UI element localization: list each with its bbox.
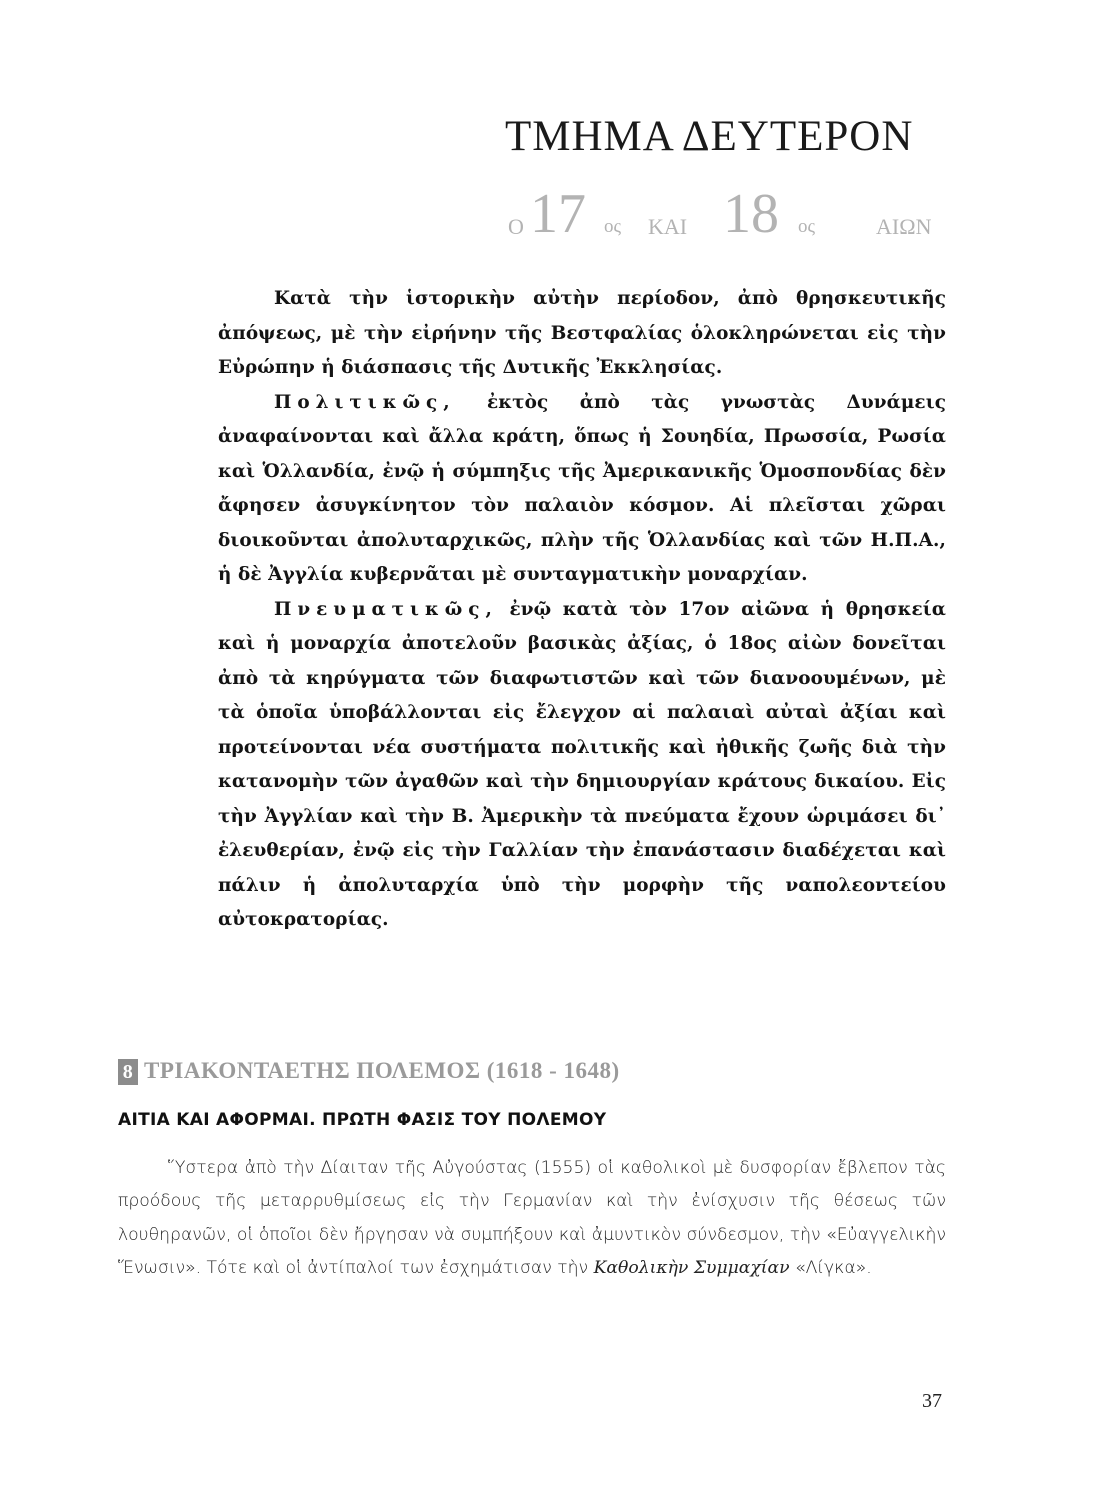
subtitle-second-century: 18 bbox=[723, 183, 779, 245]
intro-paragraph-1: Κατὰ τὴν ἱστορικὴν αὐτὴν περίοδον, ἀπὸ θρησκευτικῆς ἀπόψεως, μὲ τὴν εἰρήνην τῆς Βεστφαλίας ὁλοκληρώνεται εἰς τὴν Εὐρώπην ἡ διάσπασις τῆς Δυτικῆς Ἐκκλησίας. bbox=[218, 288, 946, 378]
section-paragraph-italic: Καθολικὴν Συμμαχίαν bbox=[593, 1257, 790, 1278]
subtitle-second-suffix: ος bbox=[798, 216, 816, 237]
subtitle-noun: ΑΙΩΝ bbox=[876, 214, 932, 239]
page-number: 37 bbox=[922, 1390, 942, 1412]
spiritual-text: ἐνῷ κατὰ τὸν 17ον αἰῶνα ἡ θρησκεία καὶ ἡ μοναρχία ἀποτελοῦν βασικὰς ἀξίας, ὁ 18ος αἰὼν δονεῖται ἀπὸ τὰ κηρύγματα τῶν διαφωτιστῶν καὶ τῶν διανοουμένων, μὲ τὰ ὁποῖα ὑποβάλλονται εἰς ἔλεγχον αἱ παλαιαὶ αὐταὶ ἀξίαι καὶ προτείνονται νέα συστήματα πολιτικῆς καὶ ἠθικῆς ζωῆς διὰ τὴν κατανομὴν τῶν ἀγαθῶν καὶ τὴν δημιουργίαν κράτους δικαίου. Εἰς τὴν Ἀγγλίαν καὶ τὴν Β. Ἀμερικὴν τὰ πνεύματα ἔχουν ὡριμάσει δι᾿ ἐλευθερίαν, ἐνῷ εἰς τὴν Γαλλίαν τὴν ἐπανάστασιν διαδέχεται καὶ πάλιν ἡ ἀπολυταρχία ὑπὸ τὴν μορφὴν τῆς ναπολεοντείου αὐτοκρατορίας. bbox=[218, 598, 946, 930]
section-paragraph bbox=[118, 1152, 946, 1285]
intro-paragraph-2 bbox=[218, 386, 946, 593]
political-lead: Πολιτικῶς, bbox=[274, 391, 456, 413]
section-number-badge: 8 bbox=[118, 1059, 138, 1085]
spiritual-lead: Πνευματικῶς, bbox=[274, 598, 498, 620]
section-heading bbox=[118, 1058, 620, 1085]
subtitle-conjunction: ΚΑΙ bbox=[648, 214, 688, 239]
subtitle-first-suffix: ος bbox=[604, 216, 622, 237]
intro-text bbox=[218, 282, 946, 938]
subtitle-first-century: 17 bbox=[530, 183, 586, 245]
section-paragraph-text: Ὕστερα ἀπὸ τὴν Δίαιταν τῆς Αὐγούστας (1555) οἱ καθολικοὶ μὲ δυσφορίαν ἔβλεπον τὰς προόδους τῆς μεταρρυθμίσεως εἰς τὴν Γερμανίαν καὶ τὴν ἐνίσχυσιν τῆς θέσεως τῶν λουθηρανῶν, οἱ ὁποῖοι δὲν ἤργησαν νὰ συμπήξουν καὶ ἀμυντικὸν σύνδεσμον, τὴν «Εὐαγγελικὴν Ἕνωσιν». Τότε καὶ οἱ ἀντίπαλοί των ἐσχημάτισαν τὴν bbox=[118, 1158, 946, 1278]
political-text: ἐκτὸς ἀπὸ τὰς γνωστὰς Δυνάμεις ἀναφαίνονται καὶ ἄλλα κράτη, ὅπως ἡ Σουηδία, Πρωσσία, Ρωσία καὶ Ὁλλανδία, ἐνῷ ἡ σύμπηξις τῆς Ἀμερικανικῆς Ὁμοσπονδίας δὲν ἄφησεν ἀσυγκίνητον τὸν παλαιὸν κόσμον. Αἱ πλεῖσται χῶραι διοικοῦνται ἀπολυταρχικῶς, πλὴν τῆς Ὁλλανδίας καὶ τῶν Η.Π.Α., ἡ δὲ Ἀγγλία κυβερνᾶται μὲ συνταγματικὴν μοναρχίαν. bbox=[218, 391, 946, 585]
section-title: ΤΡΙΑΚΟΝΤΑΕΤΗΣ ΠΟΛΕΜΟΣ (1618 - 1648) bbox=[144, 1058, 620, 1083]
century-subtitle bbox=[508, 182, 948, 245]
subsection-heading: ΑΙΤΙΑ ΚΑΙ ΑΦΟΡΜΑΙ. ΠΡΩΤΗ ΦΑΣΙΣ ΤΟΥ ΠΟΛΕΜΟΥ bbox=[118, 1110, 607, 1130]
section-paragraph-end: «Λίγκα». bbox=[795, 1257, 872, 1278]
intro-paragraph-3 bbox=[218, 593, 946, 938]
part-title: ΤΜΗΜΑ ΔΕΥΤΕΡΟΝ bbox=[505, 113, 914, 160]
subtitle-article: Ο bbox=[508, 214, 524, 239]
section-body bbox=[118, 1152, 946, 1285]
